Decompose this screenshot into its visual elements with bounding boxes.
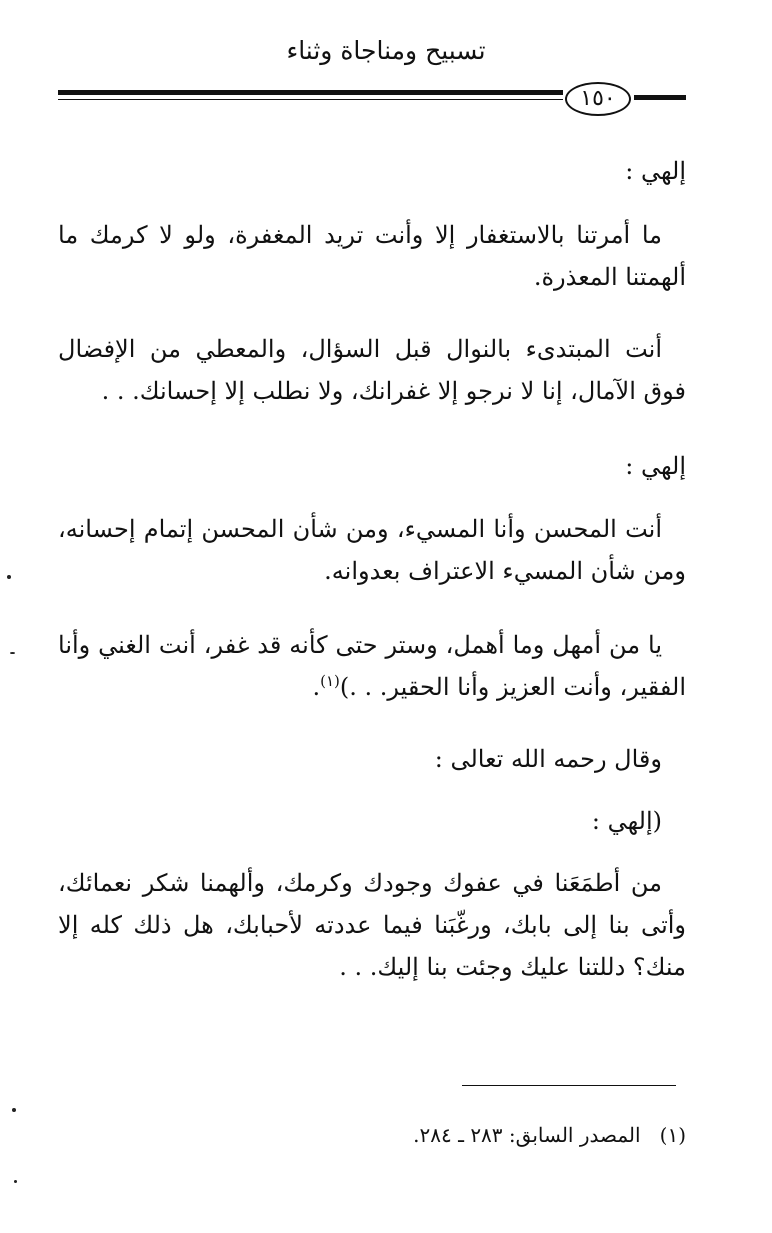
paragraph-heading-ilahi-2: إلهي : (625, 452, 686, 480)
paragraph-amhal-text: يا من أمهل وما أهمل، وستر حتى كأنه قد غفر، أنت الغني وأنا الفقير، وأنت العزيز وأنا الحقير. . .) (58, 631, 686, 701)
page-number: ١٥٠ (565, 82, 631, 116)
margin-speck (12, 1108, 16, 1112)
margin-speck (14, 1180, 17, 1183)
paragraph-amhal (58, 624, 686, 708)
footnote-separator (462, 1085, 676, 1086)
footnote-reference: (١) (320, 672, 340, 690)
paragraph-heading-ilahi-1: إلهي : (625, 157, 686, 185)
header-rule-short (634, 95, 686, 100)
paragraph-istighfar: ما أمرتنا بالاستغفار إلا وأنت تريد المغفرة، ولو لا كرمك ما ألهمتنا المعذرة. (58, 221, 686, 291)
paragraph-atmaana: من أطمَعَنا في عفوك وجودك وكرمك، وألهمنا شكر نعمائك، وأتى بنا إلى بابك، ورغّبَنا فيما عددته لأحبابك، هل ذلك كله إلا منك؟ دللتنا عليك وجئت بنا إليك. . . (58, 869, 686, 981)
running-header-title: تسبيح ومناجاة وثناء (286, 36, 486, 65)
footnote (58, 1120, 686, 1150)
header-rule-thick (58, 90, 563, 95)
paragraph-heading-ilahi-3: (إلهي : (591, 807, 662, 835)
margin-speck (10, 652, 15, 654)
paragraph-qala: وقال رحمه الله تعالى : (434, 745, 662, 773)
paragraph-mubtadi: أنت المبتدىء بالنوال قبل السؤال، والمعطي من الإفضال فوق الآمال، إنا لا نرجو إلا غفرانك، ولا نطلب إلا إحسانك. . . (58, 335, 686, 405)
paragraph-amhal-end: . (312, 673, 321, 701)
footnote-number: (١) (659, 1123, 686, 1147)
footnote-text: المصدر السابق: ٢٨٣ ـ ٢٨٤. (413, 1123, 641, 1147)
header-rule-thin (58, 99, 563, 100)
paragraph-muhsin: أنت المحسن وأنا المسيء، ومن شأن المحسن إتمام إحسانه، ومن شأن المسيء الاعتراف بعدوانه. (58, 515, 686, 585)
margin-speck (7, 575, 11, 579)
